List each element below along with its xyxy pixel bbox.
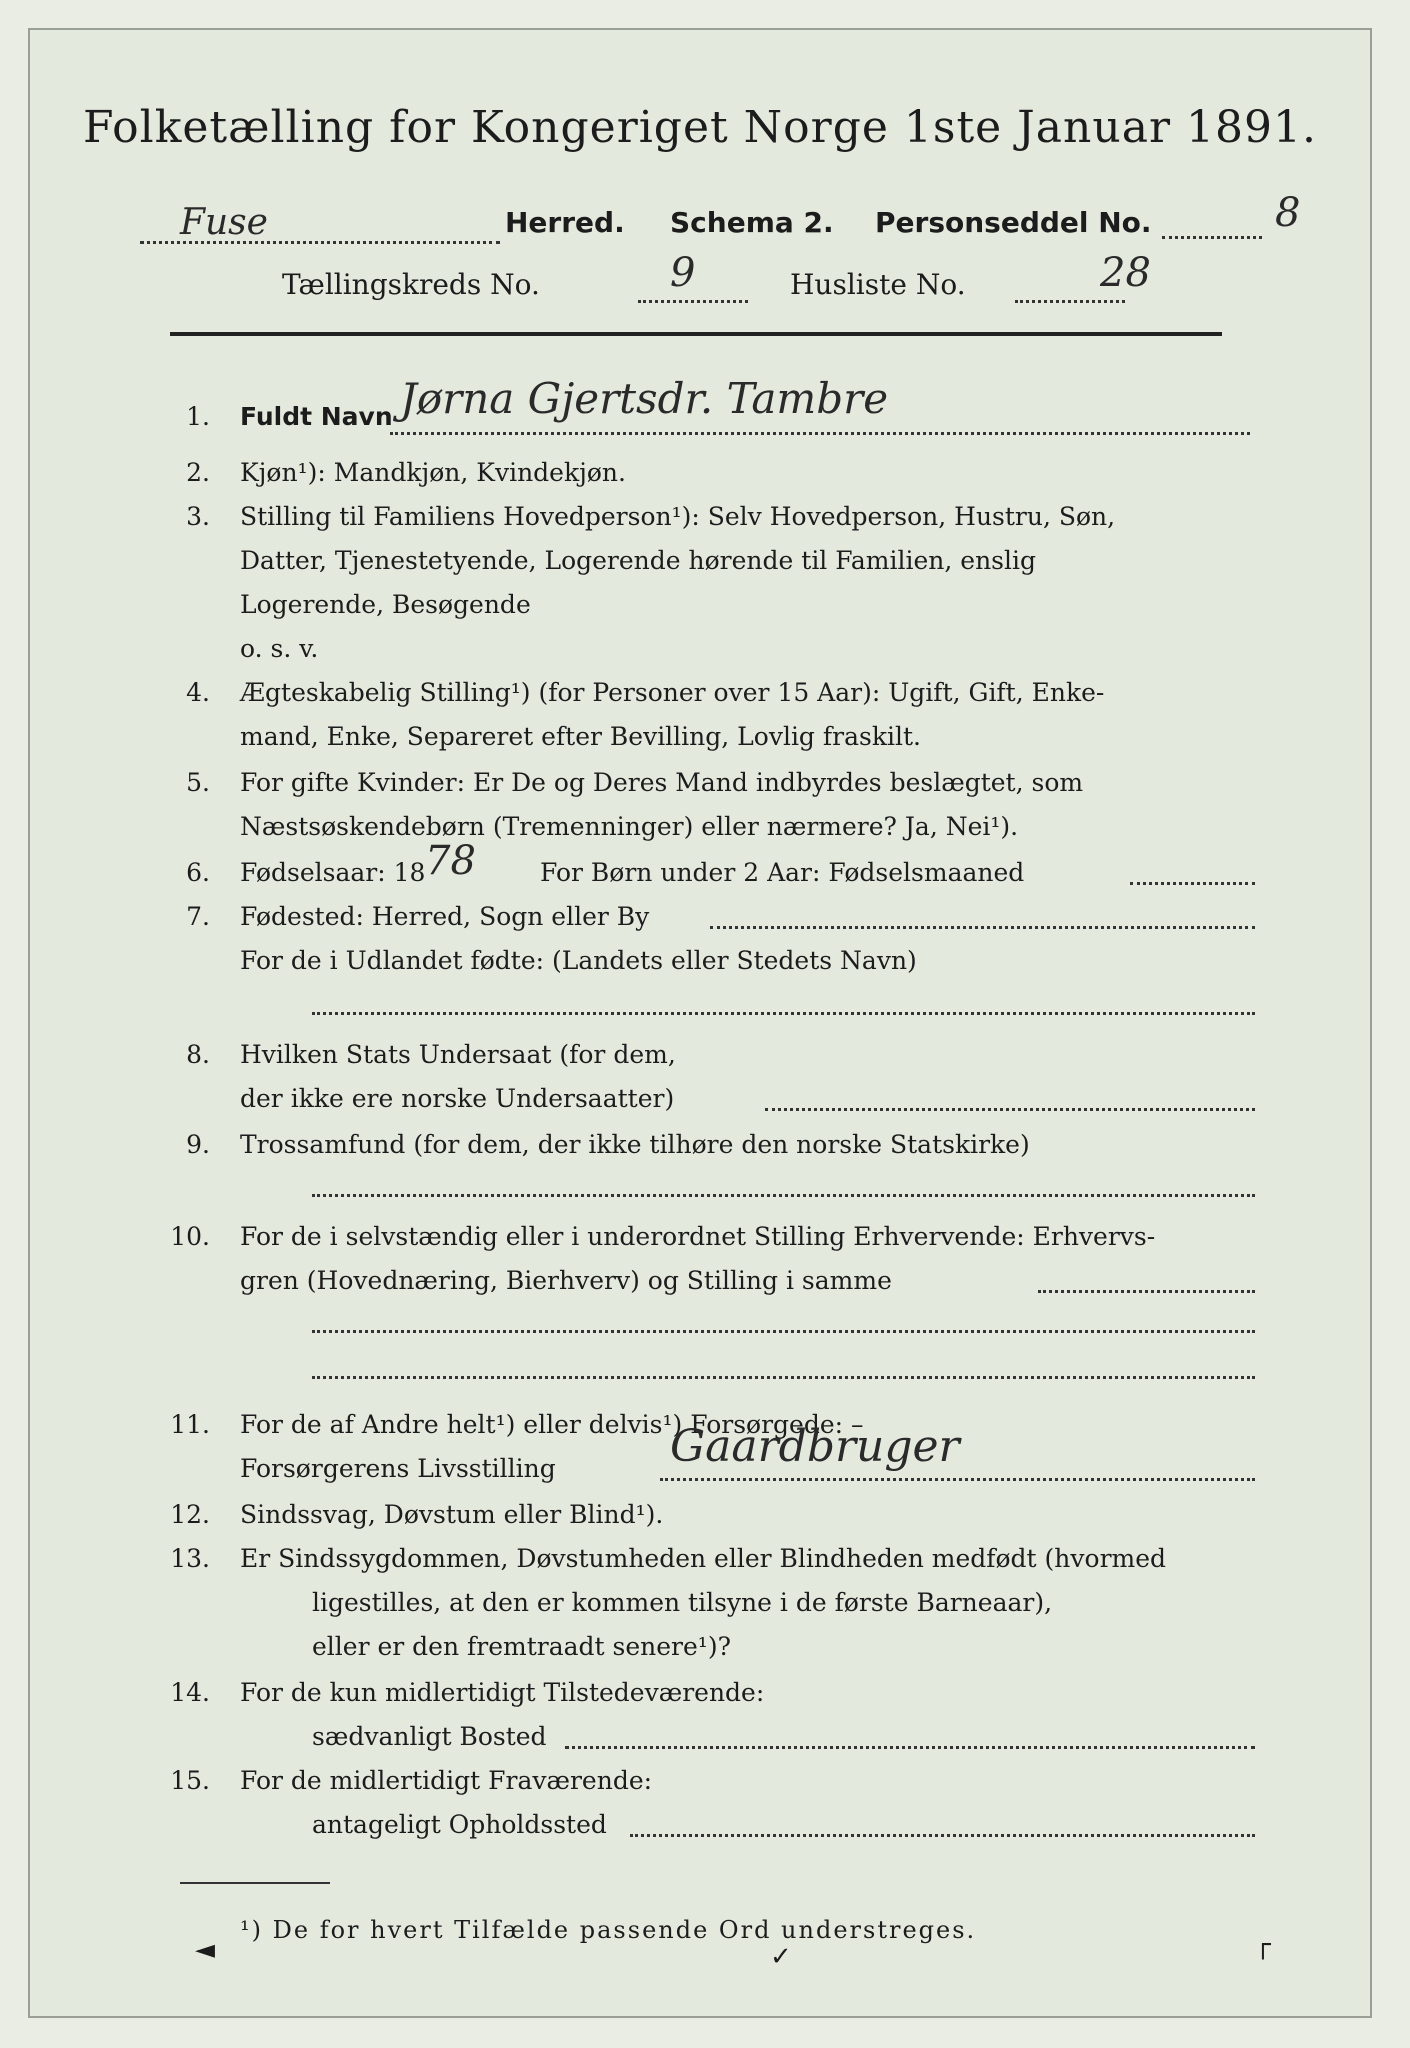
occupation-value: Gaardbruger [670,1421,960,1472]
husliste-label: Husliste No. [790,268,966,301]
item-8-line-1: Hvilken Stats Undersaat (for dem, [240,1040,676,1069]
form-title: Folketælling for Kongeriget Norge 1ste Januar 1891. [83,102,1317,153]
item-14-line-1: For de kun midlertidigt Tilstedeværende: [240,1678,765,1707]
item-1-label: Fuldt Navn [240,402,393,431]
birth-year-value: 78 [425,838,476,884]
footnote-rule [180,1882,330,1884]
corner-mark-right: ┌ [1255,1930,1271,1960]
kreds-label: Tællingskreds No. [282,268,540,301]
item-7-line-1: Fødested: Herred, Sogn eller By [240,902,650,931]
personseddel-label: Personseddel No. [875,206,1152,239]
item-15-line-2: antageligt Opholdssted [312,1810,607,1839]
name-value: Jørna Gjertsdr. Tambre [400,374,889,423]
item-3-line-4: o. s. v. [240,634,319,663]
herred-value: Fuse [180,202,268,243]
item-6-rest: For Børn under 2 Aar: Fødselsmaaned [540,858,1025,887]
item-13-line-1: Er Sindssygdommen, Døvstumheden eller Blindheden medfødt (hvormed [240,1544,1167,1573]
item-5-line-1: For gifte Kvinder: Er De og Deres Mand indbyrdes beslægtet, som [240,768,1084,797]
item-12-text: Sindssvag, Døvstum eller Blind¹). [240,1500,664,1529]
item-4-line-1: Ægteskabelig Stilling¹) (for Personer over 15 Aar): Ugift, Gift, Enke- [240,678,1105,707]
item-8-line-2: der ikke ere norske Undersaatter) [240,1084,675,1113]
corner-mark-left: ◄ [195,1935,215,1965]
census-form: Folketælling for Kongeriget Norge 1ste Januar 1891. Fuse Herred. Schema 2. Personseddel No. 8 Tællingskreds No. 9 Husliste No. 28 1. Fuldt Navn Jørna Gjertsdr. Tambre 2. Kjøn¹): Mandkjøn, Kvindekjøn. 3. Stilling til Familiens Hovedperson¹): Selv Hovedperson, Hustru, Søn, Datter, Tjenestetyende, Logerende hørende til Familien, enslig Logerende, Besøgende o. s. v. 4. Ægteskabelig Stilling¹) (for Personer over 15 Aar): Ugift, Gift, Enke- mand, Enke, Separeret efter Bevilling, Lovlig fraskilt. 5. For gifte Kvinder: Er De og Deres Mand indbyrdes beslægtet, som Næstsøskendebørn (Tremenninger) eller nærmere? Ja, Nei¹). 6. Fødselsaar: 18 78 For Børn under 2 Aar: Fødselsmaaned 7. Fødested: Herred, Sogn eller By For de i Udlandet fødte: (Landets eller Stedets Navn) 8. Hvilken Stats Undersaat (for dem, der ikke ere norske Undersaatter) 9. Trossamfund (for dem, der ikke tilhøre den norske Statskirke) 10. For de i selvstændig eller i underordnet Stilling Erhvervende: Erhvervs- gren (Hovednæring, Bierhverv) og Stilling i samme 11. For de af Andre helt¹) eller delvis¹) Forsørgede: – Forsørgerens Livsstilling Gaardbruger 12. Sindssvag, Døvstum eller Blind¹). 13. Er Sindssygdommen, Døvstumheden eller Blindheden medfødt (hvormed ligestilles, at den er kommen tilsyne i de første Barneaar), eller er den fremtraadt senere¹)? 14. For de kun midlertidigt Tilstedeværende: sædvanligt Bosted 15. For de midlertidigt Fraværende: antageligt Opholdssted ¹) De for hvert Tilfælde passende Ord understreges. ◄ ✓ ┌ [28,28,1372,2018]
item-11-line-2: Forsørgerens Livsstilling [240,1454,556,1483]
item-11-line-1: For de af Andre helt¹) eller delvis¹) Forsørgede: – [240,1410,864,1439]
item-4-line-2: mand, Enke, Separeret efter Bevilling, Lovlig fraskilt. [240,722,921,751]
footnote: ¹) De for hvert Tilfælde passende Ord understreges. [240,1916,977,1944]
item-13-line-3: eller er den fremtraadt senere¹)? [312,1632,731,1661]
kreds-value: 9 [670,250,696,296]
item-6-label: Fødselsaar: 18 [240,858,426,887]
header-rule [170,332,1222,336]
item-13-line-2: ligestilles, at den er kommen tilsyne i de første Barneaar), [312,1588,1053,1617]
center-mark: ✓ [770,1942,792,1972]
item-10-line-2: gren (Hovednæring, Bierhverv) og Stilling i samme [240,1266,892,1295]
item-3-line-3: Logerende, Besøgende [240,590,531,619]
item-9-line-1: Trossamfund (for dem, der ikke tilhøre den norske Statskirke) [240,1130,1030,1159]
personseddel-value: 8 [1275,190,1301,236]
husliste-value: 28 [1100,250,1151,296]
item-10-line-1: For de i selvstændig eller i underordnet Stilling Erhvervende: Erhvervs- [240,1222,1156,1251]
item-14-line-2: sædvanligt Bosted [312,1722,547,1751]
item-5-line-2: Næstsøskendebørn (Tremenninger) eller nærmere? Ja, Nei¹). [240,812,1019,841]
item-3-line-2: Datter, Tjenestetyende, Logerende hørende til Familien, enslig [240,546,1037,575]
item-2-text: Kjøn¹): Mandkjøn, Kvindekjøn. [240,458,626,487]
schema-label: Schema 2. [670,206,834,239]
item-15-line-1: For de midlertidigt Fraværende: [240,1766,653,1795]
herred-label: Herred. [505,206,625,239]
item-7-line-2: For de i Udlandet fødte: (Landets eller Stedets Navn) [240,946,917,975]
